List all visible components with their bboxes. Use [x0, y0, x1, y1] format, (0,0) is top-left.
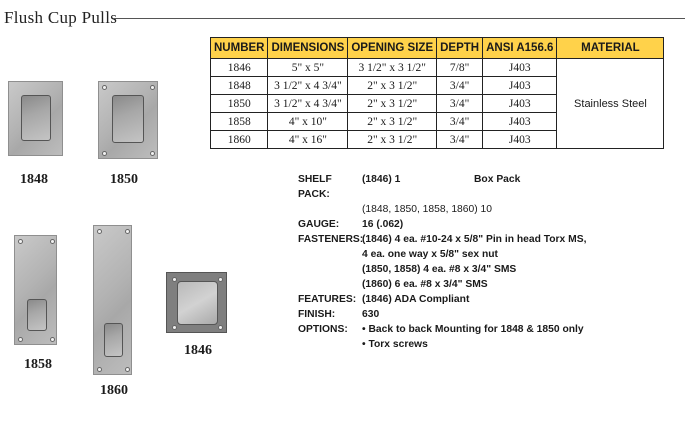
cell-depth: 3/4": [437, 113, 483, 131]
spec-gauge: [298, 217, 586, 232]
spec-fasteners-line: (1850, 1858) 4 ea. #8 x 3/4" SMS: [362, 264, 517, 275]
cup-recess: [21, 95, 51, 141]
spec-finish: [298, 307, 586, 322]
spec-value: • Back to back Mounting for 1848 & 1850 only: [362, 324, 584, 335]
screw-hole: [172, 277, 177, 282]
product-1848-label: 1848: [20, 172, 48, 187]
spec-key: FINISH:: [298, 309, 336, 320]
screw-hole: [97, 367, 102, 372]
cell-material: Stainless Steel: [557, 59, 664, 149]
product-1846-image: [166, 272, 227, 333]
cup-recess: [177, 281, 218, 325]
cell-depth: 3/4": [437, 95, 483, 113]
spec-value: 630: [362, 309, 380, 320]
cell-dimensions: 5" x 5": [268, 59, 348, 77]
spec-value: 16 (.062): [362, 219, 404, 230]
screw-hole: [150, 85, 155, 90]
cell-ansi: J403: [483, 131, 557, 149]
screw-hole: [218, 325, 223, 330]
cell-dimensions: 3 1/2" x 4 3/4": [268, 95, 348, 113]
spec-fasteners: [298, 232, 586, 247]
screw-hole: [218, 277, 223, 282]
screw-hole: [18, 337, 23, 342]
product-1850-image: [98, 81, 158, 159]
spec-key: SHELF PACK:: [298, 174, 332, 200]
cell-opening: 2" x 3 1/2": [348, 113, 437, 131]
spec-fasteners-line: 4 ea. one way x 5/8" sex nut: [362, 249, 498, 260]
header-opening-size: OPENING SIZE: [348, 38, 437, 59]
page-title: Flush Cup Pulls: [4, 8, 118, 27]
cell-number: 1858: [211, 113, 268, 131]
product-1848-image: [8, 81, 63, 156]
spec-key: FASTENERS:: [298, 234, 364, 245]
screw-hole: [97, 229, 102, 234]
header-dimensions: DIMENSIONS: [268, 38, 348, 59]
cell-dimensions: 4" x 10": [268, 113, 348, 131]
spec-options: [298, 322, 586, 337]
screw-hole: [18, 239, 23, 244]
table-header-row: [211, 38, 664, 59]
screw-hole: [125, 367, 130, 372]
cell-ansi: J403: [483, 113, 557, 131]
screw-hole: [102, 85, 107, 90]
product-1858-image: [14, 235, 57, 345]
header-ansi: ANSI A156.6: [483, 38, 557, 59]
cell-number: 1848: [211, 77, 268, 95]
cell-opening: 2" x 3 1/2": [348, 77, 437, 95]
cell-opening: 2" x 3 1/2": [348, 131, 437, 149]
spec-fasteners-line: (1860) 6 ea. #8 x 3/4" SMS: [362, 279, 488, 290]
cup-recess: [27, 299, 47, 331]
cell-ansi: J403: [483, 59, 557, 77]
header-material: MATERIAL: [557, 38, 664, 59]
spec-value: (1846) ADA Compliant: [362, 294, 470, 305]
spec-list: [298, 172, 586, 352]
screw-hole: [125, 229, 130, 234]
spec-table: [210, 37, 664, 149]
cell-dimensions: 3 1/2" x 4 3/4": [268, 77, 348, 95]
cell-opening: 2" x 3 1/2": [348, 95, 437, 113]
table-row: [211, 59, 664, 77]
spec-shelf-pack-extra: (1848, 1850, 1858, 1860) 10: [362, 204, 492, 215]
cell-depth: 3/4": [437, 131, 483, 149]
title-rule: [113, 18, 685, 19]
spec-key: FEATURES:: [298, 294, 357, 305]
product-1858-label: 1858: [24, 357, 52, 372]
spec-key: OPTIONS:: [298, 324, 348, 335]
box-pack-label: Box Pack: [474, 174, 521, 185]
cell-number: 1860: [211, 131, 268, 149]
product-1846-label: 1846: [184, 343, 212, 358]
header-number: NUMBER: [211, 38, 268, 59]
header-depth: DEPTH: [437, 38, 483, 59]
cell-number: 1850: [211, 95, 268, 113]
spec-value: (1846) 4 ea. #10-24 x 5/8" Pin in head Torx MS,: [362, 234, 587, 245]
cell-ansi: J403: [483, 77, 557, 95]
cup-recess: [112, 95, 144, 143]
screw-hole: [50, 337, 55, 342]
cell-number: 1846: [211, 59, 268, 77]
cell-opening: 3 1/2" x 3 1/2": [348, 59, 437, 77]
spec-option: • Torx screws: [362, 339, 428, 350]
screw-hole: [50, 239, 55, 244]
cell-depth: 3/4": [437, 77, 483, 95]
spec-value: (1846) 1: [362, 174, 401, 185]
spec-features: [298, 292, 586, 307]
cell-ansi: J403: [483, 95, 557, 113]
cup-recess: [104, 323, 123, 357]
screw-hole: [150, 151, 155, 156]
product-1860-label: 1860: [100, 383, 128, 398]
cell-depth: 7/8": [437, 59, 483, 77]
cell-dimensions: 4" x 16": [268, 131, 348, 149]
spec-key: GAUGE:: [298, 219, 340, 230]
product-1860-image: [93, 225, 132, 375]
screw-hole: [102, 151, 107, 156]
spec-shelf-pack: [298, 172, 586, 202]
product-1850-label: 1850: [110, 172, 138, 187]
screw-hole: [172, 325, 177, 330]
